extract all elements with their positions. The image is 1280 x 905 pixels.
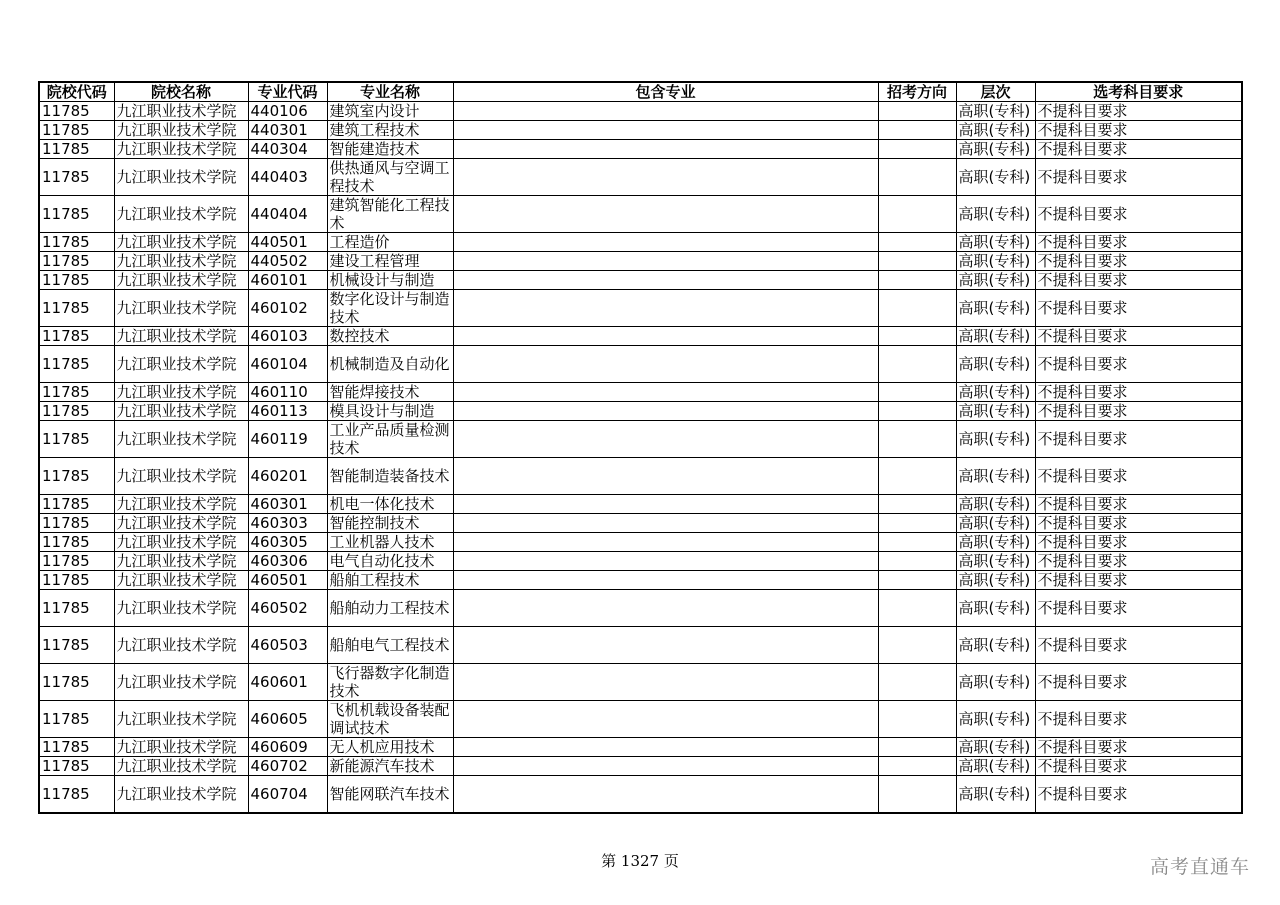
cell-school-code: 11785 <box>39 346 114 383</box>
cell-subject-requirement: 不提科目要求 <box>1035 738 1242 757</box>
cell-major-code: 440301 <box>248 121 327 140</box>
cell-major-code: 460609 <box>248 738 327 757</box>
cell-major-name: 工业机器人技术 <box>327 533 453 552</box>
cell-included-majors <box>453 571 878 590</box>
cell-school-name: 九江职业技术学院 <box>114 776 248 814</box>
cell-level: 高职(专科) <box>956 421 1035 458</box>
header-major-name: 专业名称 <box>327 82 453 102</box>
page-number: 第 1327 页 <box>601 852 679 870</box>
cell-level: 高职(专科) <box>956 121 1035 140</box>
cell-subject-requirement: 不提科目要求 <box>1035 121 1242 140</box>
table-row <box>39 290 1242 327</box>
cell-included-majors <box>453 533 878 552</box>
cell-direction <box>878 776 956 814</box>
cell-direction <box>878 514 956 533</box>
cell-direction <box>878 383 956 402</box>
cell-school-name: 九江职业技术学院 <box>114 664 248 701</box>
cell-school-name: 九江职业技术学院 <box>114 271 248 290</box>
cell-major-code: 460305 <box>248 533 327 552</box>
cell-subject-requirement: 不提科目要求 <box>1035 495 1242 514</box>
cell-school-code: 11785 <box>39 121 114 140</box>
cell-major-name: 智能制造装备技术 <box>327 458 453 495</box>
admission-table <box>38 81 1243 814</box>
cell-subject-requirement: 不提科目要求 <box>1035 571 1242 590</box>
cell-level: 高职(专科) <box>956 327 1035 346</box>
cell-direction <box>878 664 956 701</box>
cell-level: 高职(专科) <box>956 140 1035 159</box>
cell-level: 高职(专科) <box>956 290 1035 327</box>
cell-school-name: 九江职业技术学院 <box>114 571 248 590</box>
cell-level: 高职(专科) <box>956 233 1035 252</box>
cell-level: 高职(专科) <box>956 533 1035 552</box>
cell-school-name: 九江职业技术学院 <box>114 140 248 159</box>
cell-major-name: 供热通风与空调工程技术 <box>327 159 453 196</box>
cell-school-code: 11785 <box>39 140 114 159</box>
table-row <box>39 627 1242 664</box>
cell-school-code: 11785 <box>39 271 114 290</box>
header-direction: 招考方向 <box>878 82 956 102</box>
cell-school-code: 11785 <box>39 252 114 271</box>
cell-included-majors <box>453 196 878 233</box>
cell-included-majors <box>453 458 878 495</box>
cell-major-name: 船舶动力工程技术 <box>327 590 453 627</box>
cell-major-code: 460101 <box>248 271 327 290</box>
cell-major-name: 建筑室内设计 <box>327 102 453 121</box>
cell-major-code: 440502 <box>248 252 327 271</box>
cell-school-name: 九江职业技术学院 <box>114 346 248 383</box>
cell-school-code: 11785 <box>39 233 114 252</box>
cell-school-code: 11785 <box>39 495 114 514</box>
table-row <box>39 196 1242 233</box>
cell-major-code: 460104 <box>248 346 327 383</box>
cell-level: 高职(专科) <box>956 590 1035 627</box>
cell-level: 高职(专科) <box>956 495 1035 514</box>
cell-subject-requirement: 不提科目要求 <box>1035 533 1242 552</box>
cell-school-code: 11785 <box>39 738 114 757</box>
cell-major-name: 无人机应用技术 <box>327 738 453 757</box>
cell-major-code: 460301 <box>248 495 327 514</box>
header-school-name: 院校名称 <box>114 82 248 102</box>
cell-major-code: 460503 <box>248 627 327 664</box>
cell-level: 高职(专科) <box>956 571 1035 590</box>
cell-school-name: 九江职业技术学院 <box>114 590 248 627</box>
cell-school-code: 11785 <box>39 196 114 233</box>
cell-direction <box>878 290 956 327</box>
cell-major-name: 机械制造及自动化 <box>327 346 453 383</box>
cell-major-code: 460110 <box>248 383 327 402</box>
cell-direction <box>878 571 956 590</box>
cell-level: 高职(专科) <box>956 346 1035 383</box>
cell-subject-requirement: 不提科目要求 <box>1035 233 1242 252</box>
cell-level: 高职(专科) <box>956 159 1035 196</box>
table-row <box>39 590 1242 627</box>
cell-subject-requirement: 不提科目要求 <box>1035 757 1242 776</box>
table-row <box>39 533 1242 552</box>
table-row <box>39 571 1242 590</box>
cell-direction <box>878 458 956 495</box>
cell-school-name: 九江职业技术学院 <box>114 627 248 664</box>
table-row <box>39 495 1242 514</box>
cell-school-code: 11785 <box>39 664 114 701</box>
cell-major-code: 460201 <box>248 458 327 495</box>
header-major-code: 专业代码 <box>248 82 327 102</box>
cell-major-code: 460502 <box>248 590 327 627</box>
cell-school-name: 九江职业技术学院 <box>114 402 248 421</box>
cell-school-code: 11785 <box>39 327 114 346</box>
cell-direction <box>878 738 956 757</box>
cell-level: 高职(专科) <box>956 552 1035 571</box>
cell-direction <box>878 590 956 627</box>
cell-subject-requirement: 不提科目要求 <box>1035 664 1242 701</box>
cell-major-name: 飞机机载设备装配调试技术 <box>327 701 453 738</box>
cell-school-name: 九江职业技术学院 <box>114 421 248 458</box>
cell-school-name: 九江职业技术学院 <box>114 233 248 252</box>
cell-school-code: 11785 <box>39 102 114 121</box>
cell-level: 高职(专科) <box>956 458 1035 495</box>
cell-subject-requirement: 不提科目要求 <box>1035 290 1242 327</box>
cell-major-code: 460704 <box>248 776 327 814</box>
table-row <box>39 664 1242 701</box>
cell-subject-requirement: 不提科目要求 <box>1035 552 1242 571</box>
cell-major-code: 460119 <box>248 421 327 458</box>
cell-direction <box>878 102 956 121</box>
header-included-majors: 包含专业 <box>453 82 878 102</box>
cell-school-name: 九江职业技术学院 <box>114 757 248 776</box>
cell-included-majors <box>453 402 878 421</box>
cell-level: 高职(专科) <box>956 252 1035 271</box>
cell-direction <box>878 252 956 271</box>
cell-major-code: 460303 <box>248 514 327 533</box>
cell-included-majors <box>453 140 878 159</box>
cell-included-majors <box>453 590 878 627</box>
cell-direction <box>878 327 956 346</box>
cell-included-majors <box>453 271 878 290</box>
cell-direction <box>878 159 956 196</box>
cell-level: 高职(专科) <box>956 196 1035 233</box>
table-row <box>39 233 1242 252</box>
cell-school-code: 11785 <box>39 552 114 571</box>
cell-major-name: 数控技术 <box>327 327 453 346</box>
cell-subject-requirement: 不提科目要求 <box>1035 271 1242 290</box>
cell-direction <box>878 140 956 159</box>
cell-major-code: 460501 <box>248 571 327 590</box>
cell-school-code: 11785 <box>39 421 114 458</box>
cell-direction <box>878 402 956 421</box>
cell-school-name: 九江职业技术学院 <box>114 738 248 757</box>
cell-major-name: 飞行器数字化制造技术 <box>327 664 453 701</box>
cell-major-code: 440403 <box>248 159 327 196</box>
table-row <box>39 458 1242 495</box>
cell-included-majors <box>453 252 878 271</box>
cell-included-majors <box>453 121 878 140</box>
cell-major-name: 船舶电气工程技术 <box>327 627 453 664</box>
cell-major-code: 440404 <box>248 196 327 233</box>
table-row <box>39 701 1242 738</box>
cell-included-majors <box>453 757 878 776</box>
cell-major-code: 460601 <box>248 664 327 701</box>
cell-included-majors <box>453 159 878 196</box>
cell-school-code: 11785 <box>39 383 114 402</box>
table-row <box>39 757 1242 776</box>
table-row <box>39 159 1242 196</box>
cell-level: 高职(专科) <box>956 402 1035 421</box>
cell-included-majors <box>453 738 878 757</box>
table-row <box>39 327 1242 346</box>
cell-included-majors <box>453 346 878 383</box>
cell-school-code: 11785 <box>39 701 114 738</box>
cell-major-name: 工程造价 <box>327 233 453 252</box>
cell-school-code: 11785 <box>39 571 114 590</box>
header-school-code: 院校代码 <box>39 82 114 102</box>
cell-major-code: 460102 <box>248 290 327 327</box>
cell-major-name: 新能源汽车技术 <box>327 757 453 776</box>
cell-school-code: 11785 <box>39 590 114 627</box>
cell-major-name: 机电一体化技术 <box>327 495 453 514</box>
table-row <box>39 271 1242 290</box>
cell-level: 高职(专科) <box>956 738 1035 757</box>
cell-school-code: 11785 <box>39 627 114 664</box>
cell-direction <box>878 271 956 290</box>
cell-major-name: 船舶工程技术 <box>327 571 453 590</box>
cell-included-majors <box>453 776 878 814</box>
cell-subject-requirement: 不提科目要求 <box>1035 327 1242 346</box>
cell-school-name: 九江职业技术学院 <box>114 102 248 121</box>
cell-subject-requirement: 不提科目要求 <box>1035 627 1242 664</box>
cell-direction <box>878 121 956 140</box>
cell-subject-requirement: 不提科目要求 <box>1035 402 1242 421</box>
table-row <box>39 140 1242 159</box>
cell-subject-requirement: 不提科目要求 <box>1035 159 1242 196</box>
cell-included-majors <box>453 514 878 533</box>
cell-direction <box>878 196 956 233</box>
watermark: 高考直通车 <box>1149 856 1250 878</box>
header-subject-requirement: 选考科目要求 <box>1035 82 1242 102</box>
table-row <box>39 776 1242 814</box>
cell-direction <box>878 757 956 776</box>
cell-subject-requirement: 不提科目要求 <box>1035 590 1242 627</box>
cell-school-name: 九江职业技术学院 <box>114 701 248 738</box>
header-level: 层次 <box>956 82 1035 102</box>
cell-level: 高职(专科) <box>956 383 1035 402</box>
cell-included-majors <box>453 290 878 327</box>
cell-school-code: 11785 <box>39 776 114 814</box>
table-row <box>39 421 1242 458</box>
cell-major-code: 460103 <box>248 327 327 346</box>
cell-subject-requirement: 不提科目要求 <box>1035 458 1242 495</box>
table-row <box>39 102 1242 121</box>
cell-level: 高职(专科) <box>956 514 1035 533</box>
cell-included-majors <box>453 627 878 664</box>
cell-level: 高职(专科) <box>956 102 1035 121</box>
cell-school-code: 11785 <box>39 402 114 421</box>
cell-subject-requirement: 不提科目要求 <box>1035 140 1242 159</box>
cell-major-name: 建筑工程技术 <box>327 121 453 140</box>
table-row <box>39 383 1242 402</box>
cell-school-name: 九江职业技术学院 <box>114 252 248 271</box>
cell-level: 高职(专科) <box>956 664 1035 701</box>
cell-subject-requirement: 不提科目要求 <box>1035 102 1242 121</box>
cell-subject-requirement: 不提科目要求 <box>1035 514 1242 533</box>
cell-school-name: 九江职业技术学院 <box>114 290 248 327</box>
cell-direction <box>878 701 956 738</box>
cell-major-name: 智能建造技术 <box>327 140 453 159</box>
table-header-row <box>39 82 1242 102</box>
cell-major-name: 电气自动化技术 <box>327 552 453 571</box>
cell-included-majors <box>453 327 878 346</box>
cell-major-name: 建筑智能化工程技术 <box>327 196 453 233</box>
cell-major-code: 460605 <box>248 701 327 738</box>
cell-school-name: 九江职业技术学院 <box>114 533 248 552</box>
cell-school-name: 九江职业技术学院 <box>114 458 248 495</box>
cell-major-code: 460113 <box>248 402 327 421</box>
cell-direction <box>878 233 956 252</box>
cell-major-name: 模具设计与制造 <box>327 402 453 421</box>
table-row <box>39 514 1242 533</box>
table-row <box>39 346 1242 383</box>
cell-included-majors <box>453 495 878 514</box>
cell-school-code: 11785 <box>39 458 114 495</box>
cell-major-code: 440106 <box>248 102 327 121</box>
cell-included-majors <box>453 102 878 121</box>
cell-school-name: 九江职业技术学院 <box>114 196 248 233</box>
cell-major-name: 智能焊接技术 <box>327 383 453 402</box>
cell-included-majors <box>453 552 878 571</box>
cell-major-name: 智能控制技术 <box>327 514 453 533</box>
table-row <box>39 121 1242 140</box>
cell-school-name: 九江职业技术学院 <box>114 327 248 346</box>
cell-direction <box>878 421 956 458</box>
cell-level: 高职(专科) <box>956 701 1035 738</box>
cell-major-code: 440501 <box>248 233 327 252</box>
cell-school-name: 九江职业技术学院 <box>114 159 248 196</box>
cell-included-majors <box>453 233 878 252</box>
cell-direction <box>878 552 956 571</box>
cell-subject-requirement: 不提科目要求 <box>1035 346 1242 383</box>
cell-major-name: 数字化设计与制造技术 <box>327 290 453 327</box>
cell-school-name: 九江职业技术学院 <box>114 121 248 140</box>
cell-level: 高职(专科) <box>956 776 1035 814</box>
table-row <box>39 552 1242 571</box>
table-row <box>39 738 1242 757</box>
cell-direction <box>878 495 956 514</box>
cell-level: 高职(专科) <box>956 757 1035 776</box>
table-row <box>39 402 1242 421</box>
cell-school-name: 九江职业技术学院 <box>114 495 248 514</box>
cell-level: 高职(专科) <box>956 271 1035 290</box>
cell-included-majors <box>453 383 878 402</box>
cell-school-name: 九江职业技术学院 <box>114 383 248 402</box>
cell-school-code: 11785 <box>39 514 114 533</box>
cell-included-majors <box>453 664 878 701</box>
cell-direction <box>878 533 956 552</box>
cell-subject-requirement: 不提科目要求 <box>1035 421 1242 458</box>
cell-school-code: 11785 <box>39 290 114 327</box>
cell-direction <box>878 627 956 664</box>
cell-major-code: 460306 <box>248 552 327 571</box>
cell-included-majors <box>453 701 878 738</box>
cell-major-name: 智能网联汽车技术 <box>327 776 453 814</box>
cell-subject-requirement: 不提科目要求 <box>1035 776 1242 814</box>
cell-subject-requirement: 不提科目要求 <box>1035 701 1242 738</box>
cell-major-code: 440304 <box>248 140 327 159</box>
cell-included-majors <box>453 421 878 458</box>
cell-subject-requirement: 不提科目要求 <box>1035 252 1242 271</box>
cell-subject-requirement: 不提科目要求 <box>1035 196 1242 233</box>
cell-major-name: 机械设计与制造 <box>327 271 453 290</box>
cell-school-code: 11785 <box>39 757 114 776</box>
cell-school-code: 11785 <box>39 159 114 196</box>
cell-major-code: 460702 <box>248 757 327 776</box>
cell-major-name: 建设工程管理 <box>327 252 453 271</box>
cell-major-name: 工业产品质量检测技术 <box>327 421 453 458</box>
table-row <box>39 252 1242 271</box>
cell-school-code: 11785 <box>39 533 114 552</box>
cell-subject-requirement: 不提科目要求 <box>1035 383 1242 402</box>
table-body <box>39 102 1242 814</box>
cell-direction <box>878 346 956 383</box>
cell-level: 高职(专科) <box>956 627 1035 664</box>
cell-school-name: 九江职业技术学院 <box>114 552 248 571</box>
cell-school-name: 九江职业技术学院 <box>114 514 248 533</box>
